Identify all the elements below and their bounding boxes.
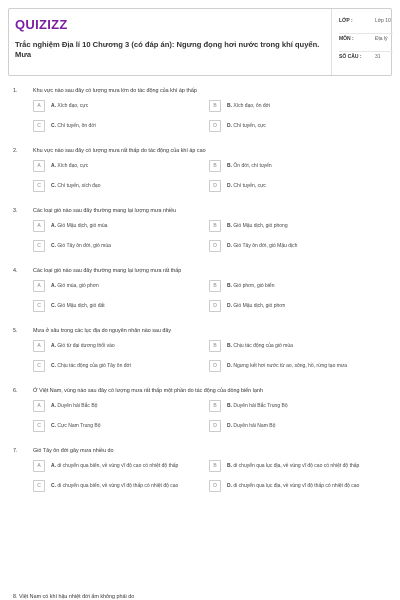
question-text: Các loại gió nào sau đây thường mang lại lượng mưa nhiều — [33, 208, 177, 214]
answer-option — [209, 360, 383, 372]
answer-option — [33, 180, 209, 192]
option-separator: . — [54, 402, 58, 409]
question-text: Mưa ở sâu trong các lục địa do nguyên nhân nào sau đây — [33, 328, 172, 334]
answer-option — [33, 480, 209, 492]
question-text: Khu vực nào sau đây có lượng mưa lớn do tác động của khí áp thấp — [33, 88, 197, 94]
option-text — [51, 283, 105, 290]
answer-options — [33, 100, 383, 132]
option-text — [51, 103, 94, 110]
quizizz-logo — [15, 14, 325, 34]
meta-row-subject — [339, 34, 393, 52]
question-number: 7. — [13, 448, 18, 454]
option-letter: D — [227, 182, 231, 189]
question-header — [0, 86, 400, 100]
worksheet-header — [8, 8, 392, 76]
option-letter: A — [51, 222, 55, 229]
answer-option — [33, 400, 209, 412]
option-letter-box: C — [33, 180, 45, 192]
option-text — [227, 343, 299, 350]
option-letter-box: D — [209, 180, 221, 192]
answer-options — [33, 220, 383, 252]
option-letter-box: D — [209, 300, 221, 312]
option-letter: B — [227, 462, 231, 469]
option-letter-box: B — [209, 400, 221, 412]
question-header — [0, 146, 400, 160]
answer-option — [209, 240, 383, 252]
option-body: Duyên hải Bắc Bộ — [57, 402, 98, 409]
answer-option — [209, 480, 383, 492]
answer-option — [33, 300, 209, 312]
option-separator: . — [54, 422, 58, 429]
option-body: di chuyển qua biển, về vùng vĩ độ cao có nhiệt độ thấp — [57, 462, 179, 469]
option-text — [51, 483, 184, 490]
option-letter: A — [51, 342, 55, 349]
option-body: di chuyển qua biển, về vùng vĩ độ thấp có nhiệt độ cao — [57, 482, 179, 489]
option-letter: C — [51, 242, 55, 249]
answer-option — [33, 220, 209, 232]
question-item — [0, 266, 400, 312]
answer-options — [33, 280, 383, 312]
option-letter-box: D — [209, 360, 221, 372]
option-body: Chí tuyến, cực — [233, 182, 266, 189]
option-letter-box: B — [209, 460, 221, 472]
option-separator: . — [54, 162, 58, 169]
option-text — [51, 343, 121, 350]
meta-value: Lớp 10 — [375, 18, 391, 24]
option-body: Gió Tây ôn đới, gió Mậu dịch — [233, 242, 298, 249]
option-letter-box: A — [33, 100, 45, 112]
answer-option — [209, 220, 383, 232]
answer-option — [209, 120, 383, 132]
option-body: Chịu tác động của gió Tây ôn đới — [57, 362, 131, 369]
option-separator: . — [54, 302, 58, 309]
option-letter: D — [227, 422, 231, 429]
option-text — [51, 423, 107, 430]
cut-off-question: 8. Việt Nam có khí hậu nhiệt đới ẩm không phải do — [13, 594, 135, 600]
option-separator: . — [54, 482, 58, 489]
answer-option — [209, 340, 383, 352]
option-text — [227, 123, 272, 130]
option-body: Chí tuyến, xích đạo — [57, 182, 101, 189]
meta-value: Địa lý — [375, 36, 388, 42]
answer-option — [209, 420, 383, 432]
question-item — [0, 206, 400, 252]
option-separator: . — [230, 282, 234, 289]
meta-value: 31 — [375, 54, 381, 60]
option-letter: B — [227, 342, 231, 349]
option-separator: . — [230, 482, 234, 489]
option-letter: A — [51, 102, 55, 109]
answer-option — [209, 180, 383, 192]
option-letter-box: C — [33, 120, 45, 132]
question-number: 1. — [13, 88, 18, 94]
option-body: Cực Nam Trung Bộ — [57, 422, 101, 429]
option-separator: . — [54, 342, 58, 349]
option-body: Chí tuyến, ôn đới — [57, 122, 96, 129]
option-letter: B — [227, 282, 231, 289]
answer-option — [33, 420, 209, 432]
option-body: Xích đạo, cực — [57, 162, 89, 169]
option-body: Xích đạo, cực — [57, 102, 89, 109]
option-body: di chuyển qua lục địa, về vùng vĩ độ thấp có nhiệt độ cao — [233, 482, 360, 489]
option-letter: A — [51, 162, 55, 169]
option-letter: B — [227, 222, 231, 229]
option-text — [51, 163, 94, 170]
option-letter-box: D — [209, 120, 221, 132]
option-letter-box: B — [209, 280, 221, 292]
answer-option — [209, 300, 383, 312]
option-separator: . — [54, 102, 58, 109]
question-text: Gió Tây ôn đới gây mưa nhiều do — [33, 448, 114, 454]
option-letter-box: C — [33, 360, 45, 372]
answer-options — [33, 160, 383, 192]
option-text — [51, 223, 113, 230]
option-separator: . — [230, 362, 234, 369]
option-separator: . — [230, 422, 234, 429]
option-text — [227, 403, 294, 410]
option-letter-box: B — [209, 340, 221, 352]
question-header — [0, 206, 400, 220]
header-meta — [339, 16, 393, 70]
answer-option — [33, 240, 209, 252]
option-letter: C — [51, 362, 55, 369]
answer-option — [33, 360, 209, 372]
question-list — [0, 86, 400, 506]
option-separator: . — [54, 182, 58, 189]
option-text — [227, 283, 281, 290]
question-text: Khu vực nào sau đây có lượng mưa rất thấp do tác động của khí áp cao — [33, 148, 206, 154]
option-text — [227, 103, 276, 110]
option-separator: . — [230, 102, 234, 109]
option-text — [227, 183, 272, 190]
answer-option — [209, 280, 383, 292]
option-text — [227, 423, 281, 430]
question-header — [0, 326, 400, 340]
option-letter-box: C — [33, 240, 45, 252]
option-letter: C — [51, 422, 55, 429]
option-separator: . — [54, 242, 58, 249]
question-text: Ở Việt Nam, vùng nào sau đây có lượng mưa rất thấp một phần do tác động của dòng biển lạnh — [33, 388, 263, 394]
option-text — [227, 463, 365, 470]
option-letter: C — [51, 302, 55, 309]
option-letter-box: A — [33, 340, 45, 352]
answer-options — [33, 460, 383, 492]
option-body: Gió Mậu dịch, gió phơn — [233, 302, 286, 309]
option-separator: . — [230, 122, 234, 129]
option-body: Duyên hải Bắc Trung Bộ — [233, 402, 288, 409]
logo-text: QUIZIZZ — [15, 16, 68, 32]
option-letter-box: A — [33, 400, 45, 412]
option-body: Gió Mậu dịch, gió phong — [233, 222, 288, 229]
option-text — [227, 483, 365, 490]
option-separator: . — [230, 402, 234, 409]
meta-label: MÔN : — [339, 36, 354, 42]
answer-options — [33, 400, 383, 432]
option-separator: . — [230, 342, 234, 349]
answer-option — [209, 400, 383, 412]
question-header — [0, 446, 400, 460]
option-separator: . — [230, 242, 234, 249]
question-text: Các loại gió nào sau đây thường mang lại lượng mưa rất thấp — [33, 268, 182, 274]
question-item — [0, 86, 400, 132]
option-letter-box: A — [33, 160, 45, 172]
option-separator: . — [54, 462, 58, 469]
meta-label: SỐ CÂU : — [339, 54, 362, 60]
option-letter: D — [227, 302, 231, 309]
option-body: Chí tuyến, cực — [233, 122, 266, 129]
option-separator: . — [230, 222, 234, 229]
option-separator: . — [230, 302, 234, 309]
question-number: 5. — [13, 328, 18, 334]
option-separator: . — [54, 362, 58, 369]
answer-option — [33, 100, 209, 112]
option-letter: D — [227, 482, 231, 489]
answer-option — [33, 120, 209, 132]
option-text — [51, 363, 137, 370]
option-body: Duyên hải Nam Bộ — [233, 422, 276, 429]
answer-option — [33, 280, 209, 292]
option-body: Gió Mậu dịch, gió đất — [57, 302, 105, 309]
question-number: 4. — [13, 268, 18, 274]
option-text — [51, 243, 117, 250]
option-letter-box: B — [209, 220, 221, 232]
option-body: di chuyển qua lục địa, về vùng vĩ độ cao có nhiệt độ thấp — [233, 462, 360, 469]
option-letter-box: B — [209, 160, 221, 172]
header-divider — [331, 9, 332, 75]
question-item — [0, 386, 400, 432]
option-body: Chịu tác động của gió mùa — [233, 342, 293, 349]
question-item — [0, 146, 400, 192]
option-separator: . — [54, 122, 58, 129]
answer-options — [33, 340, 383, 372]
page-title: Trắc nghiệm Địa lí 10 Chương 3 (có đáp án): Ngưng đọng hơi nước trong khí quyển. Mưa — [15, 40, 320, 59]
option-body: Gió từ đại dương thổi vào — [57, 342, 115, 349]
option-letter-box: C — [33, 300, 45, 312]
option-text — [51, 123, 102, 130]
option-body: Gió mùa, gió phơn — [57, 282, 99, 289]
option-letter-box: D — [209, 240, 221, 252]
option-letter: D — [227, 362, 231, 369]
answer-option — [209, 160, 383, 172]
option-text — [51, 463, 184, 470]
answer-option — [33, 160, 209, 172]
option-letter-box: A — [33, 220, 45, 232]
option-body: Xích đạo, ôn đới — [233, 102, 271, 109]
option-letter-box: D — [209, 480, 221, 492]
option-letter: B — [227, 162, 231, 169]
option-letter: C — [51, 122, 55, 129]
option-letter: D — [227, 122, 231, 129]
option-text — [51, 303, 111, 310]
option-letter-box: A — [33, 460, 45, 472]
option-body: Gió phơn, gió biển — [233, 282, 275, 289]
answer-option — [209, 460, 383, 472]
option-text — [51, 183, 107, 190]
question-number: 6. — [13, 388, 18, 394]
option-letter: D — [227, 242, 231, 249]
option-letter-box: D — [209, 420, 221, 432]
option-letter-box: B — [209, 100, 221, 112]
question-number: 2. — [13, 148, 18, 154]
option-text — [51, 403, 103, 410]
option-separator: . — [230, 182, 234, 189]
option-letter-box: A — [33, 280, 45, 292]
question-number: 3. — [13, 208, 18, 214]
option-letter: A — [51, 402, 55, 409]
meta-row-count — [339, 52, 393, 70]
option-text — [227, 363, 353, 370]
option-text — [227, 243, 303, 250]
option-separator: . — [54, 282, 58, 289]
answer-option — [33, 340, 209, 352]
option-letter: B — [227, 102, 231, 109]
option-letter-box: C — [33, 420, 45, 432]
option-body: Ôn đới, chí tuyến — [233, 162, 272, 169]
option-separator: . — [230, 162, 234, 169]
option-text — [227, 223, 294, 230]
option-letter: B — [227, 402, 231, 409]
header-left — [15, 14, 325, 60]
option-text — [227, 303, 291, 310]
question-item — [0, 326, 400, 372]
question-header — [0, 386, 400, 400]
option-separator: . — [54, 222, 58, 229]
option-letter-box: C — [33, 480, 45, 492]
option-letter: C — [51, 182, 55, 189]
option-letter: A — [51, 282, 55, 289]
answer-option — [33, 460, 209, 472]
option-body: Gió Tây ôn đới, gió mùa — [57, 242, 111, 249]
option-letter: A — [51, 462, 55, 469]
question-header — [0, 266, 400, 280]
option-text — [227, 163, 278, 170]
option-separator: . — [230, 462, 234, 469]
question-item — [0, 446, 400, 492]
option-body: Gió Mậu dịch, gió mùa — [57, 222, 108, 229]
meta-label: LỚP : — [339, 18, 353, 24]
answer-option — [209, 100, 383, 112]
option-body: Ngưng kết hơi nước từ ao, sông, hồ, rừng tạo mưa — [233, 362, 348, 369]
option-letter: C — [51, 482, 55, 489]
meta-row-class — [339, 16, 393, 34]
